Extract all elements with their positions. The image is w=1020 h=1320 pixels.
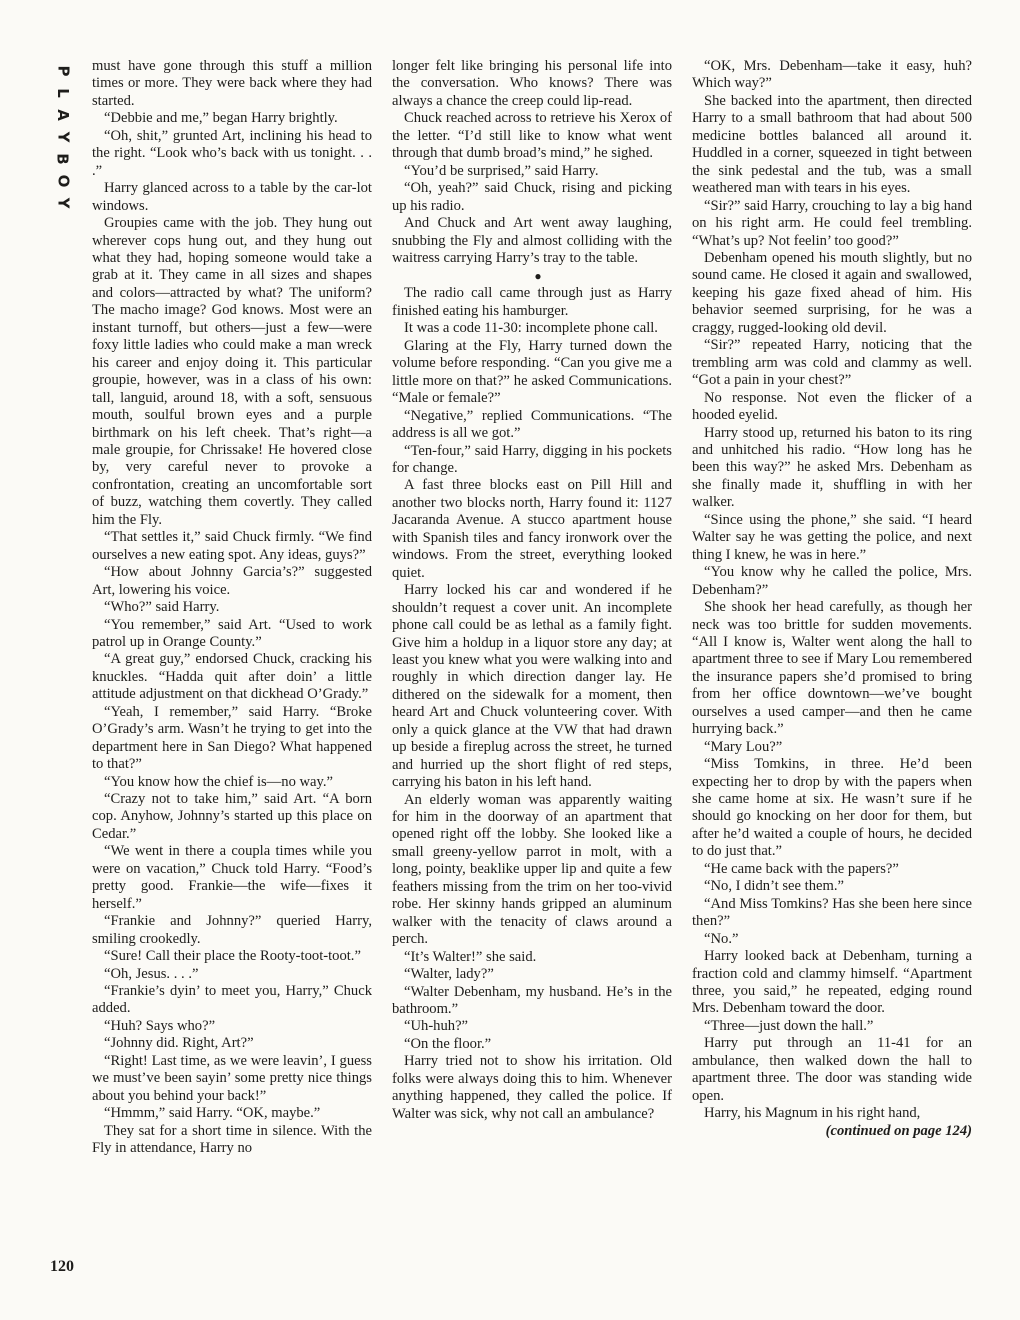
paragraph: “He came back with the papers?” (704, 860, 899, 877)
paragraph: “And Miss Tomkins? Has she been here since then?” (692, 895, 972, 930)
paragraph: Harry glanced across to a table by the car-lot windows. (92, 180, 372, 214)
paragraph: “Negative,” replied Communications. “The address is all we got.” (392, 407, 672, 442)
paragraph: “Mary Lou?” (704, 738, 783, 755)
paragraph: “You know why he called the police, Mrs. Debenham?” (692, 564, 972, 598)
paragraph: “Since using the phone,” she said. “I heard Walter say he was getting the police, and next thing I knew, he was in here.” (692, 511, 972, 563)
paragraph: “No, I didn’t see them.” (704, 878, 844, 895)
paragraph: They sat for a short time in silence. With the Fly in attendance, Harry no (92, 1122, 372, 1157)
paragraph: “On the floor.” (404, 1035, 492, 1052)
paragraph: Harry stood up, returned his baton to its ring and unhitched his radio. “How long has he been this way?” he asked Mrs. Debenham as she finally made it, shuffling in with her walker. (692, 424, 972, 511)
magazine-masthead (50, 60, 76, 214)
paragraph: “Right! Last time, as we were leavin’, I guess we must’ve been sayin’ some pretty nice things about you behind your back!” (92, 1052, 372, 1104)
paragraph: “Walter Debenham, my husband. He’s in the bathroom.” (392, 983, 672, 1018)
paragraph: “Frankie’s dyin’ to meet you, Harry,” Chuck added. (92, 983, 372, 1017)
paragraph: “Sure! Call their place the Rooty-toot-toot.” (104, 948, 361, 965)
paragraph: The radio call came through just as Harry finished eating his hamburger. (392, 285, 672, 319)
paragraph: longer felt like bringing his personal life into the conversation. Who knows? There was always a chance the creep could lip-read. (392, 58, 672, 109)
paragraph: Harry put through an 11-41 for an ambulance, then walked down the hall to apartment three. The door was standing wide open. (692, 1035, 972, 1104)
paragraph: And Chuck and Art went away laughing, snubbing the Fly and almost colliding with the waitress carrying Harry’s tray to the table. (392, 215, 672, 266)
masthead-letter: B (54, 153, 72, 165)
masthead-letter: A (53, 109, 72, 121)
paragraph: Chuck reached across to retrieve his Xerox of the letter. “I’d still like to know what went through that dumb broad’s mind,” he sighed. (392, 110, 672, 162)
paragraph: “Who?” said Harry. (104, 599, 220, 616)
paragraph: Harry looked back at Debenham, turning a fraction cold and clammy himself. “Apartment three, you said,” he repeated, edging round Mrs. Debenham toward the door. (692, 948, 972, 1017)
paragraph: “It’s Walter!” she said. (404, 948, 537, 965)
paragraph: “Sir?” repeated Harry, noticing that the trembling arm was cold and clammy as well. “Got a pain in your chest?” (692, 337, 972, 389)
paragraph: Harry, his Magnum in his right hand, (704, 1105, 921, 1122)
masthead-letter: Y (54, 131, 72, 143)
text-column-2 (392, 58, 672, 1280)
paragraph: Groupies came with the job. They hung out wherever cops hung out, and they hung out what they had, hoping someone would take a grab at it. They came in all sizes and shapes and colors—attracted by what? The uniform? The macho image? God knows. Most were an instant turnoff, but others—just a few—were foxy little ladies who could make a man wreck his career and enjoy doing it. This particular groupie, however, was in a class of his own: tall, languid, around 18, with a soft, sensuous mouth, soulful brown eyes and a purple birthmark on his left cheek. That’s right—a male groupie, for Chrissake! He hovered close by, very careful never to provoke a confrontation, creating an uncomfortable sort of buzz, watching them covertly. They called him the Fly. (92, 215, 372, 528)
page-number: 120 (50, 1258, 74, 1275)
paragraph: “That settles it,” said Chuck firmly. “We find ourselves a new eating spot. Any ideas, guys?” (92, 529, 372, 563)
masthead-letter: Y (54, 197, 72, 209)
paragraph: “Miss Tomkins, in three. He’d been expecting her to drop by with the papers when she came home at six. He wasn’t sure if he should go knocking on her door for them, but after he’d waited a couple of hours, he decided to do just that.” (692, 756, 972, 860)
masthead-letter: L (54, 88, 72, 98)
paragraph: “Three—just down the hall.” (704, 1017, 874, 1034)
paragraph: must have gone through this stuff a million times or more. They were back where they had started. (92, 58, 372, 109)
article-body (92, 58, 972, 1280)
section-break-bullet: ● (534, 269, 542, 284)
paragraph: Glaring at the Fly, Harry turned down the volume before responding. “Can you give me a little more on that?” he asked Communications. “Male or female?” (392, 337, 672, 407)
paragraph: She backed into the apartment, then directed Harry to a small bathroom that had about 500 medicine bottles balanced all around it. Huddled in a corner, squeezed in tight between the sink pedestal and the tub, was a small weathered man with tears in his eyes. (692, 92, 972, 197)
paragraph: A fast three blocks east on Pill Hill and another two blocks north, Harry found it: 1127 Jacaranda Avenue. A stucco apartment house with Spanish tiles and fancy ironwork over the windows. From the street, everything looked quiet. (392, 477, 672, 581)
paragraph: “We went in there a coupla times while you were on vacation,” Chuck told Harry. “Food’s pretty good. Frankie—the wife—fixes it herself.” (92, 843, 372, 912)
paragraph: “How about Johnny Garcia’s?” suggested Art, lowering his voice. (92, 564, 372, 598)
paragraph: “Uh-huh?” (404, 1018, 469, 1035)
paragraph: “Walter, lady?” (404, 966, 494, 983)
paragraph: “Johnny did. Right, Art?” (104, 1035, 254, 1052)
paragraph: It was a code 11-30: incomplete phone call. (404, 320, 658, 337)
paragraph: Harry tried not to show his irritation. Old folks were always doing this to him. Whenever anything happened, they called the police. If Walter was sick, why not call an ambulance? (392, 1053, 672, 1122)
text-column-1 (92, 58, 372, 1280)
paragraph: “Frankie and Johnny?” queried Harry, smiling crookedly. (92, 913, 372, 947)
paragraph: “Debbie and me,” began Harry brightly. (104, 110, 338, 127)
paragraph: “You know how the chief is—no way.” (104, 773, 334, 790)
paragraph: Debenham opened his mouth slightly, but no sound came. He closed it again and swallowed, keeping his gaze fixed ahead of him. His behavior seemed surprising, for he was a craggy, rugged-looking old devil. (692, 249, 972, 336)
masthead-letter: O (53, 174, 72, 188)
paragraph: No response. Not even the flicker of a hooded eyelid. (692, 389, 972, 424)
paragraph: “No.” (704, 930, 739, 947)
paragraph: “OK, Mrs. Debenham—take it easy, huh? Which way?” (692, 58, 972, 92)
continued-line: (continued on page 124) (825, 1122, 972, 1139)
paragraph: “Oh, Jesus. . . .” (104, 965, 199, 982)
text-column-3 (692, 58, 972, 1280)
paragraph: “A great guy,” endorsed Chuck, cracking his knuckles. “Hadda quit after doin’ a little attitude adjustment on that dickhead O’Grady.” (92, 651, 372, 703)
paragraph: “Crazy not to take him,” said Art. “A born cop. Anyhow, Johnny’s started up this place on Cedar.” (92, 791, 372, 842)
paragraph: “Sir?” said Harry, crouching to lay a big hand on his right arm. He could feel trembling. “What’s up? Not feelin’ too good?” (692, 197, 972, 249)
paragraph: She shook her head carefully, as though her neck was too brittle for sudden movements. “All I know is, Walter went along the hall to apartment three to see if Mary Lou remembered the insurance papers she’d promised to bring from her office downtown—we’ve bought ourselves a used camper—and then he came hurrying back.” (692, 599, 972, 738)
paragraph: “Huh? Says who?” (104, 1017, 216, 1034)
paragraph: “You’d be surprised,” said Harry. (404, 162, 599, 179)
paragraph: An elderly woman was apparently waiting for him in the doorway of an apartment that opened right off the lobby. She looked like a small greeny-yellow parrot in molt, with a long, pointy, beaklike upper lip and quite a few feathers missing from the trim on her too-vivid robe. Her skinny hands gripped an aluminum walker with the tenacity of claws around a perch. (392, 791, 672, 948)
paragraph: “Oh, yeah?” said Chuck, rising and picking up his radio. (392, 180, 672, 214)
paragraph: “You remember,” said Art. “Used to work patrol up in Orange County.” (92, 616, 372, 650)
paragraph: Harry locked his car and wondered if he shouldn’t request a cover unit. An incomplete phone call could be as lethal as a family fight. Give him a holdup in a liquor store any day; at least you knew what you were walking into and roughly in which direction danger lay. He dithered on the sidewalk for a moment, then heard Art and Chuck volunteering cover. With only a quick glance at the VW that had drawn up beside a fireplug across the street, he turned and hurried up the short flight of red steps, carrying his baton in his left hand. (392, 582, 672, 791)
paragraph: “Hmmm,” said Harry. “OK, maybe.” (104, 1105, 321, 1122)
paragraph: “Yeah, I remember,” said Harry. “Broke O’Grady’s arm. Wasn’t he trying to get into the department here in San Diego? What happened to that?” (92, 703, 372, 773)
paragraph: “Oh, shit,” grunted Art, inclining his head to the right. “Look who’s back with us tonight. . . .” (92, 127, 372, 179)
paragraph: “Ten-four,” said Harry, digging in his pockets for change. (392, 442, 672, 476)
masthead-letter: P (54, 65, 72, 77)
